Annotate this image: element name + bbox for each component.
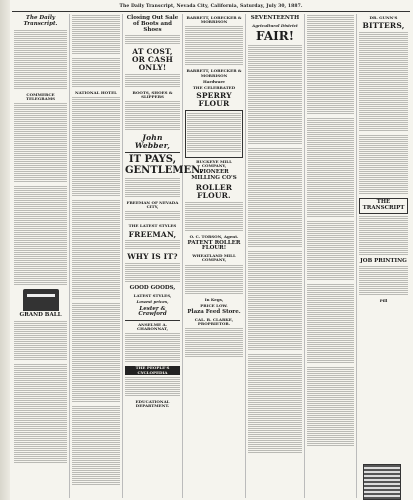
text-block (307, 118, 354, 218)
text-block (14, 30, 67, 90)
freeman-heading: FREEMAN OF NEVADA CITY, (126, 200, 179, 210)
cyclopedia-heading: THE PEOPLE'S CYCLOPEDIA (125, 366, 180, 374)
paper-title: The Daily Transcript. (23, 15, 58, 27)
text-block (72, 58, 120, 88)
text-block (185, 202, 243, 232)
text-block (307, 221, 354, 281)
latest-styles-heading: THE LATEST STYLES (128, 223, 177, 229)
text-block (359, 266, 408, 296)
column-7 (357, 14, 410, 498)
column-5 (246, 14, 305, 498)
text-block (72, 200, 120, 300)
text-block (125, 333, 180, 363)
column-2 (70, 14, 123, 498)
hotel-heading: NATIONAL HOTEL (75, 90, 117, 95)
text-block (125, 211, 180, 221)
text-block (248, 45, 302, 145)
section-heading: COMMERCE TELEGRAMS (25, 91, 56, 101)
cost-heading: AT COST, OR CASH ONLY! (131, 47, 174, 73)
celebrated-label: THE CELEBRATED (192, 84, 236, 90)
wheatland-heading: WHEATLAND MILL COMPANY, (192, 253, 236, 263)
barrett-heading: BARRETT, LOBECKER & MORRISON (186, 15, 242, 25)
column-1 (12, 14, 70, 498)
text-block (14, 364, 67, 464)
text-block (72, 406, 120, 486)
text-block (187, 113, 241, 153)
text-block (14, 186, 67, 286)
closing-sale-heading: Closing Out Sale of Boots and Shoes (126, 15, 179, 33)
organ-illustration (23, 289, 59, 311)
good-goods-heading: GOOD GOODS, (129, 285, 176, 292)
kegs-label: In Kegs, (204, 296, 224, 302)
webber-heading: John Webber, (134, 133, 171, 151)
text-block (185, 265, 243, 295)
divider (125, 152, 180, 153)
text-block (248, 148, 302, 248)
text-block (125, 178, 180, 198)
torson-agent: O. C. TORSON, Agent. (189, 233, 239, 239)
educational-heading: EDUCATIONAL DEPARTMENT. (135, 398, 170, 408)
column-3 (123, 14, 204, 498)
buckeye-heading: BUCKEYE MILL COMPANY, (196, 158, 232, 169)
fair-heading: FAIR! (256, 28, 294, 43)
column-4 (183, 14, 246, 498)
patent-flour-heading: PATENT ROLLER FLOUR! (187, 239, 241, 252)
hardware-label: Hardware (203, 78, 225, 84)
pill-label: Pill (379, 298, 388, 304)
text-block (125, 240, 180, 250)
text-block (14, 321, 67, 361)
district-heading: Agricultural District (252, 22, 298, 28)
text-block (185, 328, 243, 358)
grand-ball-heading: GRAND BALL (19, 311, 62, 318)
seventeenth-heading: SEVENTEENTH (250, 15, 300, 21)
latest-styles-2: LATEST STYLES, (133, 293, 172, 299)
text-block (125, 263, 180, 283)
pioneer-heading: PIONEER MILLING CO'S (191, 169, 237, 182)
text-block (125, 377, 180, 397)
text-block (72, 303, 120, 403)
anselme-heading: ANSELME A. CHARONNAT, (136, 322, 168, 332)
column-6 (305, 14, 357, 498)
job-printing-heading: JOB PRINTING (360, 257, 407, 264)
text-block (359, 135, 408, 195)
bitters-heading: BITTERS, (362, 21, 405, 31)
sperry-flour-heading: SPERRY FLOUR (196, 91, 232, 108)
text-block (125, 74, 180, 88)
text-block (14, 103, 67, 183)
divider (125, 320, 180, 321)
text-block (72, 97, 120, 197)
price-low: PRICE LOW. (200, 302, 228, 308)
text-block (307, 15, 354, 115)
page-fold-shadow (0, 0, 10, 500)
text-block (307, 367, 354, 447)
text-block (185, 26, 243, 66)
text-block (359, 32, 408, 132)
text-block (125, 101, 180, 131)
freeman-name: FREEMAN, (128, 229, 177, 239)
lester-crawford: Lester & Crawford (138, 305, 167, 318)
boots-heading: BOOTS, SHOES & SLIPPERS (132, 89, 173, 100)
why-heading: WHY IS IT? (127, 252, 178, 262)
lowest-prices: Lowest prices, (136, 299, 169, 305)
transcript-heading: THE TRANSCRIPT (359, 198, 408, 214)
roller-flour-heading: ROLLER FLOUR. (195, 182, 233, 200)
text-block (307, 284, 354, 364)
transcript-ad-box (363, 464, 401, 500)
barrett-heading-2: BARRETT, LOBECKER & MORRISON (186, 68, 242, 78)
text-block (125, 35, 180, 45)
text-block (248, 251, 302, 351)
sperry-box (185, 110, 243, 158)
text-block (72, 15, 120, 55)
proprietor-label: CAL. B. CLARKE, PROPRIETOR. (194, 316, 234, 326)
text-block (248, 354, 302, 454)
gunn-heading: DR. GUNN'S (369, 15, 398, 20)
text-block (359, 216, 408, 256)
plaza-feed-heading: Plaza Feed Store. (187, 309, 241, 315)
masthead: The Daily Transcript, Nevada City, California, Saturday, July 30, 1887. (12, 3, 410, 12)
pays-heading: IT PAYS, GENTLEMEN. (125, 154, 204, 176)
